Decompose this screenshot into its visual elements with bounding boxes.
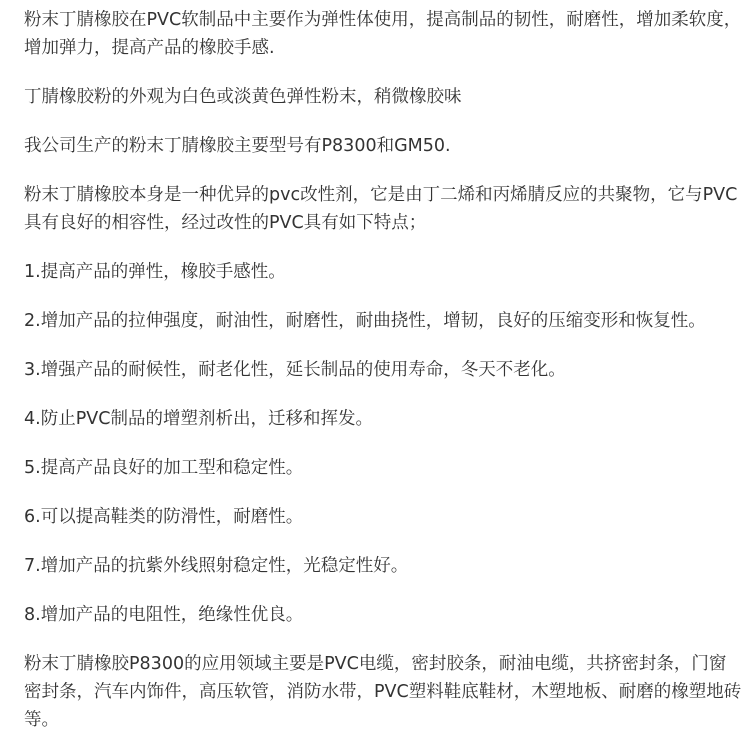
list-item-feature-1: 1.提高产品的弹性，橡胶手感性。	[24, 262, 286, 282]
list-item-feature-7: 7.增加产品的抗紫外线照射稳定性，光稳定性好。	[24, 556, 409, 576]
list-item-feature-4: 4.防止PVC制品的增塑剂析出，迁移和挥发。	[24, 409, 373, 429]
paragraph-modifier: 粉末丁腈橡胶本身是一种优异的pvc改性剂，它是由丁二烯和丙烯腈反应的共聚物，它与PVC具有良好的相容性，经过改性的PVC具有如下特点；	[24, 185, 738, 233]
paragraph-appearance: 丁腈橡胶粉的外观为白色或淡黄色弹性粉末，稍微橡胶味	[24, 87, 462, 107]
paragraph-models: 我公司生产的粉末丁腈橡胶主要型号有P8300和GM50.	[24, 136, 451, 156]
list-item-feature-5: 5.提高产品良好的加工型和稳定性。	[24, 458, 304, 478]
list-item-feature-6: 6.可以提高鞋类的防滑性，耐磨性。	[24, 507, 304, 527]
list-item-feature-8: 8.增加产品的电阻性，绝缘性优良。	[24, 605, 304, 625]
paragraph-intro: 粉末丁腈橡胶在PVC软制品中主要作为弹性体使用，提高制品的韧性，耐磨性，增加柔软度，增加弹力，提高产品的橡胶手感.	[24, 10, 742, 58]
list-item-feature-3: 3.增强产品的耐候性，耐老化性，延长制品的使用寿命，冬天不老化。	[24, 360, 566, 380]
list-item-feature-2: 2.增加产品的拉伸强度，耐油性，耐磨性，耐曲挠性，增韧，良好的压缩变形和恢复性。	[24, 311, 706, 331]
paragraph-applications: 粉末丁腈橡胶P8300的应用领域主要是PVC电缆，密封胶条，耐油电缆，共挤密封条，门窗密封条，汽车内饰件，高压软管，消防水带，PVC塑料鞋底鞋材，木塑地板、耐磨的橡塑地砖等。	[24, 654, 742, 730]
